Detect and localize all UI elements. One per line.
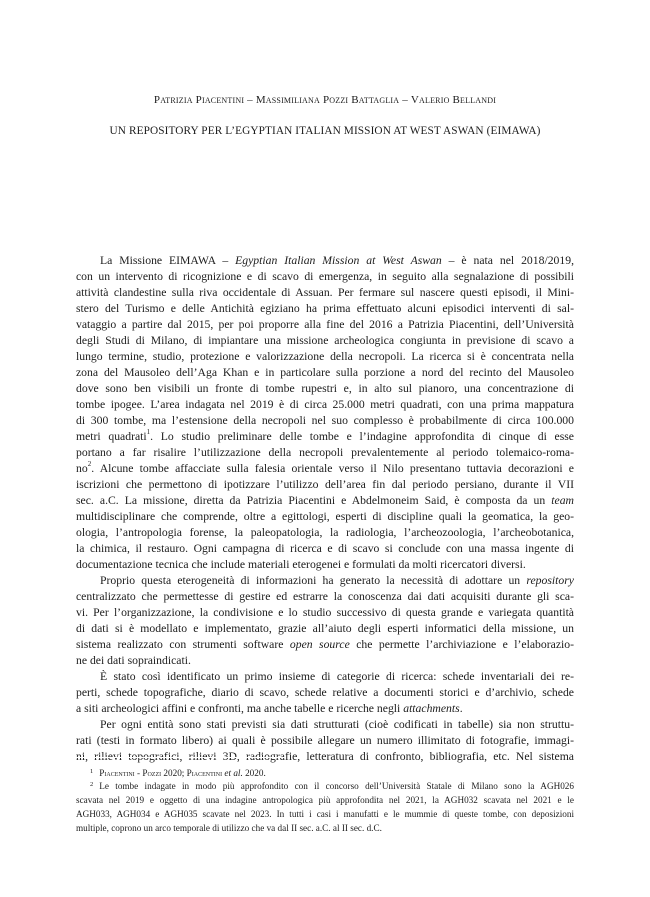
footnote-line [76, 793, 574, 807]
text-run: a siti archeologici affini e confronti, ma anche tabelle e ricerche negli [76, 702, 404, 715]
italic-text: repository [526, 574, 574, 587]
text-run: attività clandestine sulla riva occidentale di Assuan. Per fermare sul nascere questi episodi, il Mini- [76, 286, 574, 299]
footnote-line [90, 779, 574, 793]
footnote-ref: 2 [87, 460, 92, 469]
text-run: . [459, 702, 463, 715]
footnote-number: 2 [90, 781, 94, 788]
text-run: vi. Per l’organizzazione, la condivisione e lo studio successivo di questa grande e variegata quantità [76, 606, 574, 619]
author-separator: – [402, 94, 408, 106]
text-run: Le tombe indagate in modo più approfondito con il concorso dell’Università Statale di Milano sono la AGH026 [99, 781, 574, 791]
text-run: dove sono ben visibili un fronte di tombe rupestri e, in alto sul pianoro, una concentrazione di [76, 382, 574, 395]
text-run: iscrizioni che permettono di ipotizzare l’utilizzo dell’area fin dal periodo persiano, durante il VII [76, 478, 574, 491]
body-line [76, 397, 574, 413]
text-run: ne dei dati sopraindicati. [76, 654, 191, 667]
body-line [76, 685, 574, 701]
author-name: Patrizia Piacentini [153, 94, 245, 106]
footnote-rule [76, 757, 286, 758]
body-line [76, 269, 574, 285]
body-line [100, 717, 574, 733]
italic-text: et al. [224, 768, 243, 778]
body-line [76, 733, 574, 749]
text-run: Pozzi [142, 768, 162, 778]
text-run: scavata nel 2019 e oggetto di una indagine antropologica più approfondita nel 2021, la AGH032 scavata nel 2021 e le [76, 795, 574, 805]
text-run: stero del Turismo e delle Antichità egiziano ha prima effettuato alcuni episodici interventi di sal- [76, 302, 574, 315]
body-line [76, 653, 574, 669]
text-run: AGH033, AGH034 e AGH035 scavate nel 2023. In tutti i casi i manufatti e le mummie di queste tombe, con deposizioni [76, 809, 574, 819]
text-run: di dati si è modellato e implementato, grazie all’aiuto degli esperti informatici della missione, un [76, 622, 574, 635]
body-line [76, 477, 574, 493]
body-line [76, 493, 574, 509]
body-line [100, 253, 574, 269]
text-run: sec. a.C. La missione, diretta da Patrizia Piacentini e Abdelmoneim Said, è composta da un [76, 494, 552, 507]
text-run: - [134, 768, 143, 778]
body-line [100, 573, 574, 589]
body-line [76, 333, 574, 349]
body-line [76, 621, 574, 637]
text-run: – è nata nel 2018/2019, [441, 254, 574, 267]
body-line [76, 637, 574, 653]
body-line [76, 541, 574, 557]
text-run: ni, rilievi topografici, rilievi 3D, radiografie, letteratura di confronto, bibliografia, etc. Nel sistema [76, 750, 574, 763]
body-line [76, 509, 574, 525]
text-run: 2020. [242, 768, 266, 778]
text-run: Per ogni entità sono stati previsti sia dati strutturati (cioè codificati in tabelle) sia non struttu- [100, 718, 574, 731]
body-line [76, 413, 574, 429]
body-line [76, 285, 574, 301]
text-run: Piacentini [99, 768, 135, 778]
body-line [100, 669, 574, 685]
text-run: 2020; [161, 768, 187, 778]
author-line [0, 94, 650, 106]
text-run: zona del Mausoleo dell’Aga Khan e in particolare sulla porzione a nord del recinto del Mausoleo [76, 366, 574, 379]
italic-text: open source [289, 638, 350, 651]
text-run: rati (testi in formato libero) ai quali è possibile allegare un numero illimitato di fotografie, immagi- [76, 734, 574, 747]
text-run: centralizzato che permettesse di gestire ed estrarre la conoscenza dai dati acquisiti durante gli sca- [76, 590, 574, 603]
footnote-line [90, 766, 574, 780]
text-run: lungo termine, studio, protezione e valorizzazione della necropoli. La ricerca si è concentrata nella [76, 350, 574, 363]
author-name: Massimiliana Pozzi Battaglia [255, 94, 400, 106]
text-run: con un intervento di ricognizione e di scavo di emergenza, in seguito alla segnalazione di possibili [76, 270, 574, 283]
text-run: documentazione tecnica che include materiali eterogenei e formulati da molti ricercatori diversi. [76, 558, 526, 571]
text-run: tombe ipogee. L’area indagata nel 2019 è di circa 25.000 metri quadrati, con una prima mappatura [76, 398, 574, 411]
text-run: . Alcune tombe affacciate sulla falesia orientale verso il Nilo presentano tuttavia decorazioni e [91, 462, 574, 475]
text-run: Proprio questa eterogeneità di informazioni ha generato la necessità di adottare un [100, 574, 527, 587]
author-separator: – [247, 94, 253, 106]
text-run: Piacentini [186, 768, 223, 778]
text-run: ologia, l’antropologia forense, la paleopatologia, la radiologia, l’archeozoologia, l’archeobotanica, [76, 526, 574, 539]
paper-title: UN REPOSITORY PER L’EGYPTIAN ITALIAN MISSION AT WEST ASWAN (EIMAWA) [109, 125, 541, 137]
author-name: Valerio Bellandi [410, 94, 497, 106]
text-run: no [76, 462, 88, 475]
body-line [76, 589, 574, 605]
footnote-ref: 1 [146, 428, 151, 437]
text-run: perti, schede topografiche, diario di scavo, schede relative a documenti storici e d’archivio, schede [76, 686, 574, 699]
footnote-line [76, 807, 574, 821]
body-line [76, 701, 574, 717]
text-run: portano a far risalire l’utilizzazione della necropoli prevalentemente al periodo tolemaico-roma- [76, 446, 574, 459]
body-line [76, 381, 574, 397]
text-run: sistema realizzato con strumenti software [76, 638, 290, 651]
text-run: vataggio a partire dal 2015, per poi proporre alla fine del 2016 a Patrizia Piacentini, dell’Università [76, 318, 574, 331]
text-run: di 300 tombe, ma l’estensione della necropoli nel suo complesso è probabilmente di circa 100.000 [76, 414, 574, 427]
body-line [76, 461, 574, 477]
body-line [76, 365, 574, 381]
footnote-number: 1 [90, 768, 94, 775]
text-run: La Missione EIMAWA – [100, 254, 236, 267]
text-run: che permette l’archiviazione e l’elaborazio- [349, 638, 574, 651]
text-run: la chimica, il restauro. Ogni campagna di ricerca e di scavo si conclude con una massa ingente di [76, 542, 574, 555]
body-line [76, 525, 574, 541]
text-run: degli Studi di Milano, di impiantare una missione archeologica congiunta in previsione di scavo a [76, 334, 574, 347]
body-line [76, 429, 574, 445]
italic-text: Egyptian Italian Mission at West Aswan [235, 254, 442, 267]
text-run: metri quadrati [76, 430, 147, 443]
body-line [76, 605, 574, 621]
italic-text: team [551, 494, 574, 507]
footnote-line [76, 821, 574, 835]
body-line [76, 445, 574, 461]
text-run: multiple, coprono un arco temporale di utilizzo che va dal II sec. a.C. al II sec. d.C. [76, 823, 382, 833]
body-line [76, 349, 574, 365]
body-line [76, 301, 574, 317]
body-line [76, 557, 574, 573]
text-run: multidisciplinare che comprende, oltre a egittologi, esperti di discipline quali la geomatica, la geo- [76, 510, 574, 523]
body-line [76, 317, 574, 333]
text-run: È stato così identificato un primo insieme di categorie di ricerca: schede inventariali dei re- [100, 670, 574, 683]
italic-text: attachments [403, 702, 460, 715]
text-run: . Lo studio preliminare delle tombe e l’indagine approfondita di cinque di esse [150, 430, 574, 443]
